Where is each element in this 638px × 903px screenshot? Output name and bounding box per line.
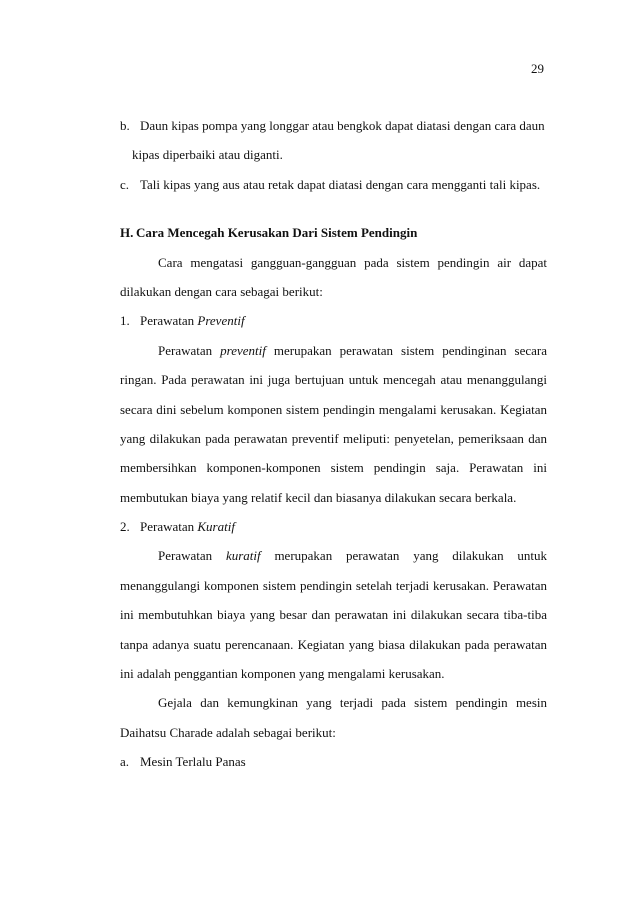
section-title: Cara Mencegah Kerusakan Dari Sistem Pendingin	[136, 225, 418, 241]
list-item-a	[120, 754, 547, 783]
list-item-b-line1	[120, 118, 547, 147]
list-marker: c.	[120, 176, 130, 192]
preventif-line3: secara dini sebelum komponen sistem pendingin mengalami kerusakan. Kegiatan	[120, 401, 547, 417]
intro-line1: Cara mengatasi gangguan-gangguan pada sistem pendingin air dapat	[158, 254, 547, 270]
intro-line2: dilakukan dengan cara sebagai berikut:	[120, 283, 323, 299]
list-item-2	[120, 519, 547, 548]
gejala-line1: Gejala dan kemungkinan yang terjadi pada sistem pendingin mesin	[158, 695, 547, 711]
list-item-text: Daun kipas pompa yang longgar atau bengkok dapat diatasi dengan cara daun	[140, 118, 545, 133]
section-marker: H.	[120, 225, 134, 241]
kuratif-line4: tanpa adanya suatu perencanaan. Kegiatan yang biasa dilakukan pada perawatan	[120, 636, 547, 652]
text-span: Perawatan	[158, 548, 213, 564]
page-content	[120, 118, 547, 784]
list-item-text: Tali kipas yang aus atau retak dapat diatasi dengan cara mengganti tali kipas.	[140, 176, 541, 192]
list-marker: b.	[120, 118, 130, 133]
preventif-line1	[120, 343, 547, 372]
text-span: Perawatan	[158, 342, 213, 358]
list-item-label: Perawatan	[140, 519, 195, 535]
kuratif-line5: ini adalah penggantian komponen yang mengalami kerusakan.	[120, 666, 445, 682]
list-marker: 1.	[120, 313, 130, 329]
list-marker: a.	[120, 754, 130, 770]
list-item-label: Perawatan	[140, 313, 195, 329]
text-span: merupakan perawatan sistem pendinginan secara	[273, 342, 547, 358]
section-heading	[120, 225, 547, 254]
kuratif-line1	[120, 548, 547, 577]
preventif-line5: membersihkan komponen-komponen sistem pendingin saja. Perawatan ini	[120, 460, 547, 476]
list-item-label: Mesin Terlalu Panas	[140, 754, 246, 770]
preventif-line2: ringan. Pada perawatan ini juga bertujuan untuk mencegah atau menanggulangi	[120, 372, 547, 388]
list-item-1	[120, 313, 547, 342]
spacer	[120, 206, 547, 225]
list-item-term: Preventif	[197, 313, 245, 329]
list-item-term: Kuratif	[197, 519, 235, 535]
italic-term: kuratif	[225, 548, 261, 564]
gejala-line2: Daihatsu Charade adalah sebagai berikut:	[120, 724, 336, 740]
preventif-line6: membutukan biaya yang relatif kecil dan biasanya dilakukan secara berkala.	[120, 489, 517, 505]
list-marker: 2.	[120, 519, 130, 535]
kuratif-line3: ini membutuhkan biaya yang besar dan perawatan ini dilakukan secara tiba-tiba	[120, 607, 547, 623]
page-number: 29	[531, 61, 544, 76]
list-item-b-line2: kipas diperbaiki atau diganti.	[132, 147, 283, 163]
list-item-c	[120, 177, 547, 206]
preventif-line4: yang dilakukan pada perawatan preventif meliputi: penyetelan, pemeriksaan dan	[120, 430, 547, 446]
italic-term: preventif	[220, 342, 266, 358]
text-span: merupakan perawatan yang dilakukan untuk	[274, 548, 547, 564]
kuratif-line2: menanggulangi komponen sistem pendingin setelah terjadi kerusakan. Perawatan	[120, 577, 547, 593]
